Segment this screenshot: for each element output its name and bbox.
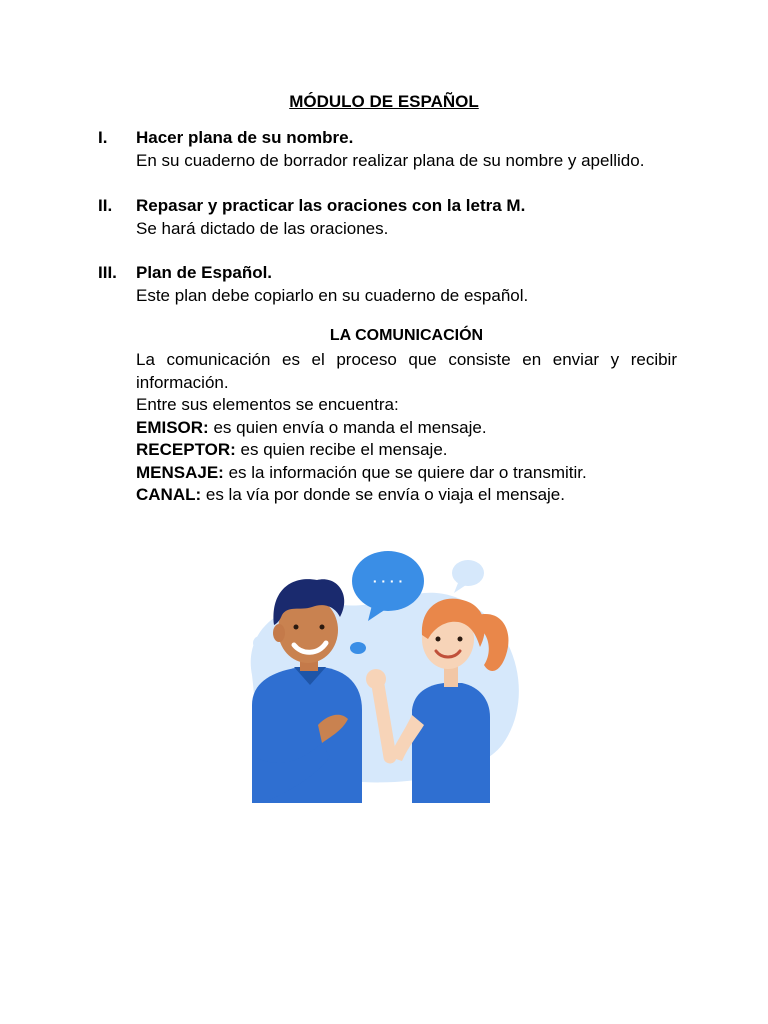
small-bubble-icon: [350, 642, 366, 654]
section-title: LA COMUNICACIÓN: [329, 327, 484, 344]
task-heading: Plan de Español.: [136, 263, 273, 282]
definition-term: EMISOR:: [136, 417, 209, 437]
definition-receptor: [136, 439, 677, 462]
small-bubble-icon: [452, 560, 484, 586]
definition-text: es la información que se quiere dar o transmitir.: [223, 462, 587, 482]
definition-mensaje: [136, 462, 677, 485]
speech-bubble-dots: · · · ·: [372, 573, 404, 589]
small-bubble-icon: [368, 628, 396, 650]
definition-text: es quien recibe el mensaje.: [235, 440, 448, 459]
definition-emisor: [136, 417, 677, 440]
definition-canal: [136, 484, 677, 507]
task-description: Este plan debe copiarlo en su cuaderno de español.: [136, 286, 529, 305]
definition-text: es la vía por donde se envía o viaja el mensaje.: [201, 485, 565, 504]
section-body: [136, 349, 677, 507]
definition-term: CANAL:: [136, 485, 202, 504]
task-description: En su cuaderno de borrador realizar plana de su nombre y apellido.: [136, 151, 645, 170]
task-number: III.: [98, 263, 117, 282]
definition-text: es quien envía o manda el mensaje.: [208, 417, 487, 437]
task-number: II.: [98, 196, 113, 215]
task-number: I.: [98, 128, 108, 147]
elements-intro: Entre sus elementos se encuentra:: [136, 395, 399, 414]
waving-hand-icon: [366, 669, 386, 689]
definition-term: RECEPTOR:: [136, 440, 236, 459]
task-heading: Hacer plana de su nombre.: [136, 128, 354, 147]
definition-term: MENSAJE:: [136, 462, 224, 482]
section-intro: La comunicación es el proceso que consiste en enviar y recibir información.: [136, 350, 677, 392]
task-heading: Repasar y practicar las oraciones con la letra M.: [136, 196, 526, 215]
two-people-talking-illustration: [222, 535, 544, 803]
task-description: Se hará dictado de las oraciones.: [136, 219, 389, 238]
page-title: MÓDULO DE ESPAÑOL: [289, 92, 479, 111]
